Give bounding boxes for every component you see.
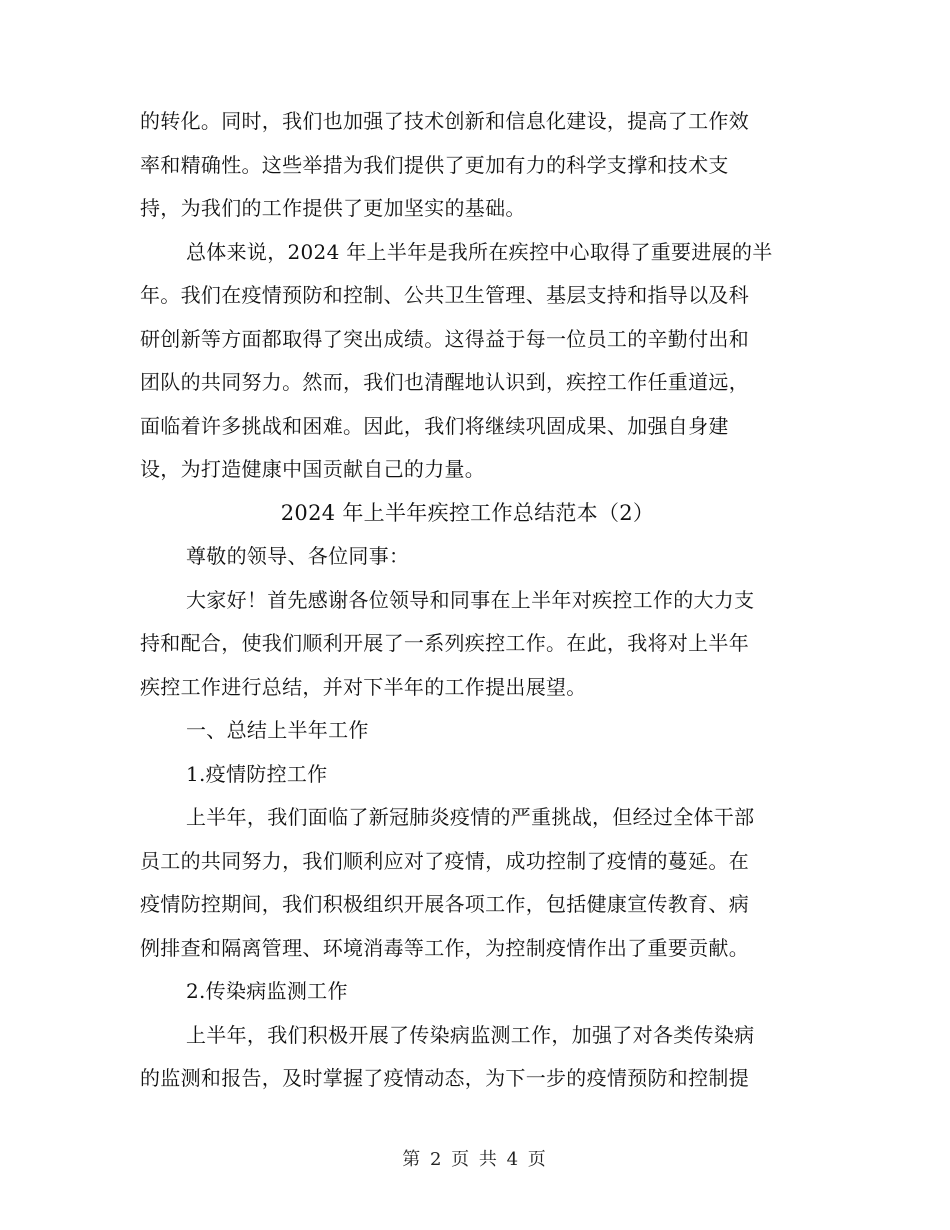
paragraph-line: 设，为打造健康中国贡献自己的力量。 bbox=[140, 457, 486, 481]
paragraph-line: 疾控工作进行总结，并对下半年的工作提出展望。 bbox=[140, 674, 587, 699]
paragraph-line: 年。我们在疫情预防和控制、公共卫生管理、基层支持和指导以及科 bbox=[140, 283, 749, 307]
page-footer: 第 2 页 共 4 页 bbox=[402, 1149, 548, 1170]
paragraph-line: 持，为我们的工作提供了更加坚实的基础。 bbox=[140, 196, 526, 220]
subsection-heading: 2.传染病监测工作 bbox=[186, 979, 348, 1003]
section-heading: 一、总结上半年工作 bbox=[186, 718, 369, 742]
paragraph-line: 的转化。同时，我们也加强了技术创新和信息化建设，提高了工作效 bbox=[140, 109, 749, 133]
paragraph-line: 研创新等方面都取得了突出成绩。这得益于每一位员工的辛勤付出和 bbox=[140, 326, 749, 351]
paragraph-line: 率和精确性。这些举措为我们提供了更加有力的科学支撑和技术支 bbox=[140, 152, 729, 177]
paragraph-line: 上半年，我们面临了新冠肺炎疫情的严重挑战，但经过全体干部 bbox=[186, 805, 755, 829]
paragraph-line: 上半年，我们积极开展了传染病监测工作，加强了对各类传染病 bbox=[186, 1022, 755, 1047]
paragraph-line: 疫情防控期间，我们积极组织开展各项工作，包括健康宣传教育、病 bbox=[140, 892, 749, 916]
paragraph-line: 例排查和隔离管理、环境消毒等工作，为控制疫情作出了重要贡献。 bbox=[140, 935, 749, 960]
subsection-heading: 1.疫情防控工作 bbox=[186, 761, 328, 786]
section-title: 2024 年上半年疾控工作总结范本（2） bbox=[280, 500, 655, 525]
paragraph-line: 总体来说，2024 年上半年是我所在疾控中心取得了重要进展的半 bbox=[186, 239, 773, 264]
greeting: 尊敬的领导、各位同事： bbox=[186, 544, 410, 568]
paragraph-line: 大家好！首先感谢各位领导和同事在上半年对疾控工作的大力支 bbox=[186, 587, 755, 612]
paragraph-line: 持和配合，使我们顺利开展了一系列疾控工作。在此，我将对上半年 bbox=[140, 631, 749, 655]
document-body bbox=[140, 100, 805, 1101]
paragraph-line: 团队的共同努力。然而，我们也清醒地认识到，疾控工作任重道远， bbox=[140, 370, 749, 394]
paragraph-line: 员工的共同努力，我们顺利应对了疫情，成功控制了疫情的蔓延。在 bbox=[140, 848, 749, 873]
paragraph-line: 的监测和报告，及时掌握了疫情动态，为下一步的疫情预防和控制提 bbox=[140, 1066, 749, 1090]
paragraph-line: 面临着许多挑战和困难。因此，我们将继续巩固成果、加强自身建 bbox=[140, 413, 729, 438]
